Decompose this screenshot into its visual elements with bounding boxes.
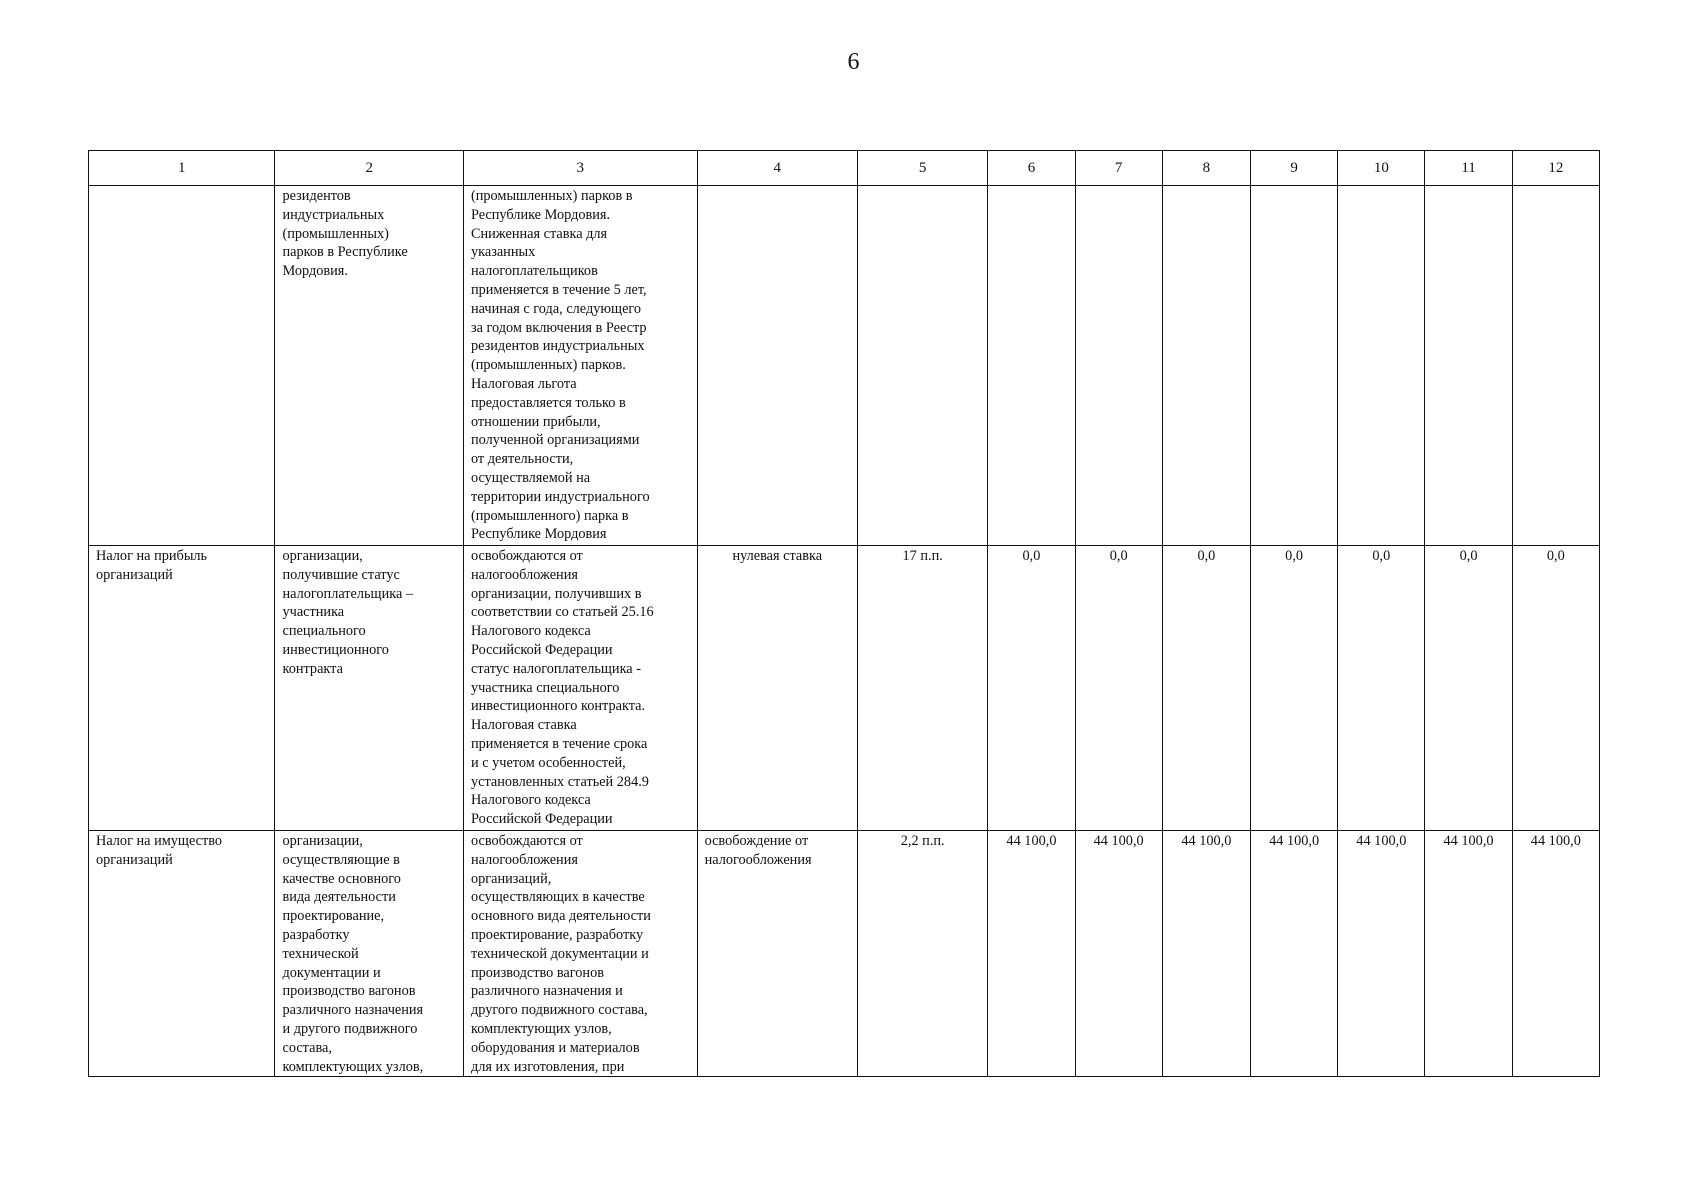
rate-reduction-cell: 2,2 п.п. xyxy=(858,831,988,1077)
value-cell xyxy=(988,186,1075,546)
value-cell: 0,0 xyxy=(1075,546,1162,831)
taxpayer-category-cell: организации, получившие статус налогоплательщика – участника специального инвестиционного контракта xyxy=(275,546,463,831)
benefit-description-cell: (промышленных) парков в Республике Мордовия. Сниженная ставка для указанных налогоплательщиков применяется в течение 5 лет, начиная с года, следующего за годом включения в Реестр резидентов индустриальных (промышленных) парков. Налоговая льгота предоставляется только в отношении прибыли, полученной организациями от деятельности, осуществляемой на территории индустриального (промышленного) парка в Республике Мордовия xyxy=(463,186,697,546)
value-cell xyxy=(1338,186,1425,546)
table-row-continuation xyxy=(89,186,1600,546)
value-cell xyxy=(1162,186,1250,546)
tax-name-cell: Налог на прибыль организаций xyxy=(89,546,275,831)
value-cell: 44 100,0 xyxy=(1251,831,1338,1077)
column-header: 4 xyxy=(697,151,857,186)
benefit-description-cell: освобождаются от налогообложения организаций, осуществляющих в качестве основного вида деятельности проектирование, разработку технической документации и производство вагонов различного назначения и другого подвижного состава, комплектующих узлов, оборудования и материалов для их изготовления, при xyxy=(463,831,697,1077)
taxpayer-category-cell: резидентов индустриальных (промышленных) парков в Республике Мордовия. xyxy=(275,186,463,546)
column-header: 5 xyxy=(858,151,988,186)
column-header: 10 xyxy=(1338,151,1425,186)
value-cell: 0,0 xyxy=(1251,546,1338,831)
benefit-description-cell: освобождаются от налогообложения организации, получивших в соответствии со статьей 25.16 Налогового кодекса Российской Федерации статус налогоплательщика - участника специального инвестиционного контракта. Налоговая ставка применяется в течение срока и с учетом особенностей, установленных статьей 284.9 Налогового кодекса Российской Федерации xyxy=(463,546,697,831)
value-cell: 44 100,0 xyxy=(1512,831,1599,1077)
tax-name-cell xyxy=(89,186,275,546)
rate-reduction-cell xyxy=(858,186,988,546)
value-cell xyxy=(1075,186,1162,546)
table-row-property-tax xyxy=(89,831,1600,1077)
column-header: 12 xyxy=(1512,151,1599,186)
value-cell xyxy=(1512,186,1599,546)
header-row xyxy=(89,151,1600,186)
value-cell: 0,0 xyxy=(1338,546,1425,831)
tax-benefits-table xyxy=(88,150,1600,1077)
value-cell xyxy=(1251,186,1338,546)
tax-name-cell: Налог на имущество организаций xyxy=(89,831,275,1077)
benefit-type-cell: нулевая ставка xyxy=(697,546,857,831)
column-header: 3 xyxy=(463,151,697,186)
value-cell: 44 100,0 xyxy=(1425,831,1512,1077)
column-header: 6 xyxy=(988,151,1075,186)
value-cell: 0,0 xyxy=(988,546,1075,831)
column-header: 7 xyxy=(1075,151,1162,186)
value-cell: 44 100,0 xyxy=(1338,831,1425,1077)
value-cell: 0,0 xyxy=(1425,546,1512,831)
column-header: 9 xyxy=(1251,151,1338,186)
value-cell: 44 100,0 xyxy=(988,831,1075,1077)
rate-reduction-cell: 17 п.п. xyxy=(858,546,988,831)
page-number: 6 xyxy=(847,49,860,75)
taxpayer-category-cell: организации, осуществляющие в качестве основного вида деятельности проектирование, разработку технической документации и производство вагонов различного назначения и другого подвижного состава, комплектующих узлов, xyxy=(275,831,463,1077)
column-header: 2 xyxy=(275,151,463,186)
value-cell: 44 100,0 xyxy=(1162,831,1250,1077)
benefit-type-cell: освобождение от налогообложения xyxy=(697,831,857,1077)
column-header: 1 xyxy=(89,151,275,186)
column-header: 8 xyxy=(1162,151,1250,186)
value-cell: 0,0 xyxy=(1512,546,1599,831)
table-row-profit-tax xyxy=(89,546,1600,831)
benefit-type-cell xyxy=(697,186,857,546)
value-cell: 44 100,0 xyxy=(1075,831,1162,1077)
column-header: 11 xyxy=(1425,151,1512,186)
value-cell: 0,0 xyxy=(1162,546,1250,831)
value-cell xyxy=(1425,186,1512,546)
